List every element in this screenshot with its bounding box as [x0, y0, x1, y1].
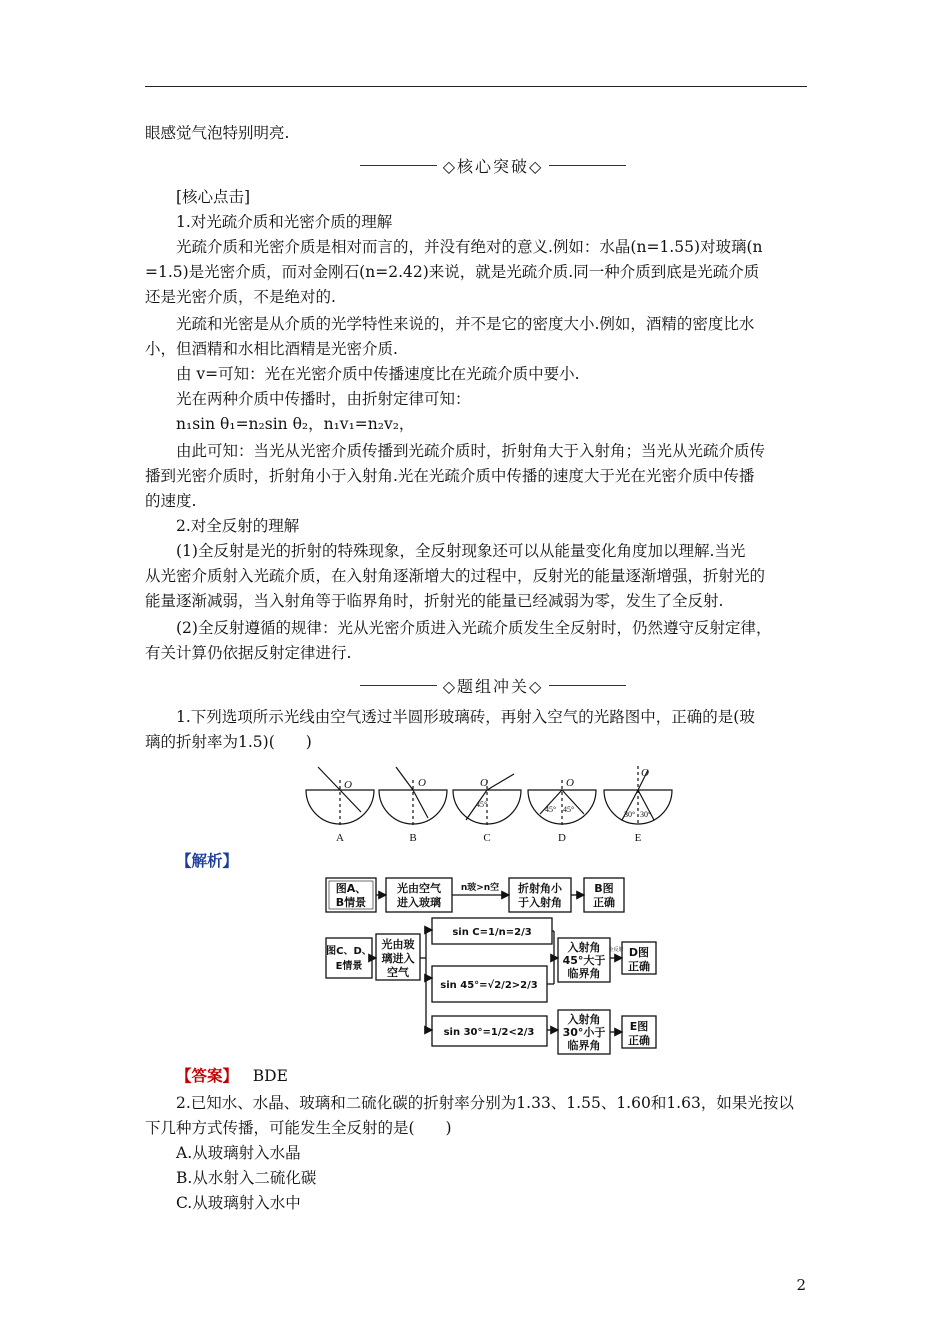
section-title: ◇题组冲关◇: [442, 676, 544, 696]
text-line: 1.对光疏介质和光密介质的理解: [176, 213, 393, 231]
angle-label: 45°: [476, 800, 488, 809]
origin-label: O: [418, 777, 426, 789]
question-1-line: 1.下列选项所示光线由空气透过半圆形玻璃砖，再射入空气的光路图中，正确的是(玻: [176, 708, 755, 726]
option-b: B.从水射入二硫化碳: [176, 1169, 317, 1187]
answer-tag: 【答案】: [176, 1067, 239, 1085]
text-line: (2)全反射遵循的规律：光从光密介质进入光疏介质发生全反射时，仍然遵守反射定律，: [176, 619, 772, 637]
text-line: 从光密介质射入光疏介质，在入射角逐渐增大的过程中，反射光的能量逐渐增强，折射光的: [145, 567, 766, 585]
origin-label: O: [344, 779, 352, 791]
text-line: 光疏和光密是从介质的光学特性来说的，并不是它的密度大小.例如，酒精的密度比水: [176, 315, 755, 333]
option-label: B: [409, 832, 417, 844]
text-line: 由 v=可知：光在光密介质中传播速度比在光疏介质中要小.: [176, 365, 580, 383]
angle-label: 45°: [545, 805, 557, 814]
flow-box-text: 进入玻璃: [397, 896, 441, 909]
option-label: E: [634, 832, 642, 844]
text-line: 的速度.: [145, 492, 197, 510]
angle-label: 45°: [563, 805, 575, 814]
flow-box-text: 临界角: [567, 1039, 601, 1052]
option-label: A: [336, 832, 344, 844]
flow-box-text: 临界角: [567, 967, 601, 980]
text-line: =1.5)是光密介质，而对金刚石(n=2.42)来说，就是光疏介质.同一种介质到底是光疏介质: [145, 263, 760, 281]
origin-label: O: [566, 777, 574, 789]
text-line: 由此可知：当光从光密介质传播到光疏介质时，折射角大于入射角；当光从光疏介质传: [176, 442, 766, 460]
text-line: 光疏介质和光密介质是相对而言的，并没有绝对的意义.例如：水晶(n=1.55)对玻璃(n: [176, 238, 763, 256]
flow-formula: sin 45°=√2/2>2/3: [440, 980, 538, 991]
flow-box-text: 璃进入: [381, 952, 415, 965]
angle-label: 30°: [640, 810, 652, 819]
text-line: 有关计算仍依据反射定律进行.: [145, 644, 352, 662]
flow-box-text: 正确: [628, 960, 650, 973]
angle-label: 30°: [624, 810, 636, 819]
flow-formula: sin 30°=1/2<2/3: [443, 1027, 535, 1038]
flow-box-text: 于入射角: [518, 896, 562, 909]
page-number: 2: [796, 1276, 806, 1294]
flow-formula: sin C=1/n=2/3: [452, 927, 532, 938]
origin-label: O: [480, 777, 488, 789]
text-line: 还是光密介质，不是绝对的.: [145, 288, 336, 306]
flow-box-text: 正确: [593, 896, 615, 909]
text-line: 小，但酒精和水相比酒精是光密介质.: [145, 340, 398, 358]
analysis-tag: [176, 850, 238, 872]
text-line: 眼感觉气泡特别明亮.: [145, 124, 290, 142]
answer-line: [176, 1065, 288, 1087]
option-c: C.从玻璃射入水中: [176, 1194, 301, 1212]
question-2-line: 下几种方式传播，可能发生全反射的是( ): [145, 1119, 452, 1137]
flow-box-text: 光由空气: [397, 882, 441, 895]
answer-value: BDE: [252, 1067, 288, 1085]
analysis-flowchart: [322, 872, 662, 1057]
flow-box-text: 30°小于: [562, 1026, 606, 1039]
flow-box-text: E图: [629, 1020, 649, 1033]
text-line: 播到光密介质时，折射角小于入射角.光在光疏介质中传播的速度大于光在光密介质中传播: [145, 467, 755, 485]
flow-box-text: 空气: [387, 966, 409, 979]
flow-box-text: E情景: [335, 961, 363, 972]
flow-box-text: B图: [594, 882, 614, 895]
flow-box-text: 折射角小: [518, 882, 562, 895]
option-label: D: [558, 832, 566, 844]
flow-box-text: 光由玻: [381, 938, 415, 951]
header-rule: [145, 86, 807, 87]
section-heading-group: [360, 673, 626, 697]
flow-box-text: 45°大于: [562, 954, 606, 967]
flow-box-text: 正确: [628, 1034, 650, 1047]
flow-box-text: B情景: [335, 896, 367, 909]
flow-box-text: 图A、: [335, 882, 367, 895]
formula-line: n₁sin θ₁=n₂sin θ₂，n₁v₁=n₂v₂，: [176, 415, 415, 433]
flow-box-text: 入射角: [567, 941, 601, 954]
option-a: A.从玻璃射入水晶: [176, 1144, 301, 1162]
text-line: 能量逐渐减弱，当入射角等于临界角时，折射光的能量已经减弱为零，发生了全反射.: [145, 592, 724, 610]
question-2-line: 2.已知水、水晶、玻璃和二硫化碳的折射率分别为1.33、1.55、1.60和1.63，如果光按以: [176, 1094, 794, 1112]
flow-box-text: 图C、D、: [326, 946, 372, 957]
text-line: [核心点击]: [176, 188, 251, 206]
origin-label: O: [641, 767, 649, 779]
flow-box-text: 入射角: [567, 1013, 601, 1026]
flow-box-text: D图: [628, 946, 650, 959]
section-title: ◇核心突破◇: [442, 156, 544, 176]
optics-figure: [300, 762, 685, 848]
section-heading-core: [360, 153, 626, 177]
text-line: 2.对全反射的理解: [176, 517, 300, 535]
option-label: C: [483, 832, 491, 844]
flow-condition: n玻>n空: [460, 883, 500, 893]
analysis-tag-text: 【解析】: [176, 852, 239, 870]
text-line: (1)全反射是光的折射的特殊现象，全反射现象还可以从能量变化角度加以理解.当光: [176, 542, 746, 560]
flow-tiny-label: 全反射: [608, 947, 624, 953]
text-line: 光在两种介质中传播时，由折射定律可知：: [176, 390, 471, 408]
question-1-line: 璃的折射率为1.5)( ): [145, 733, 312, 751]
